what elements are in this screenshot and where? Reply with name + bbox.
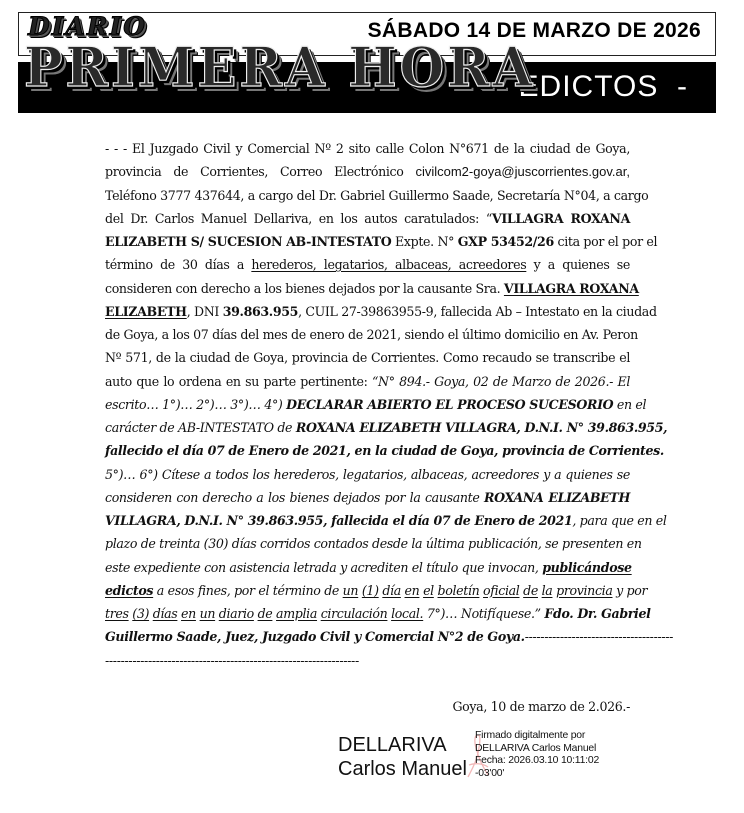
edict-line: Nº 571, de la ciudad de Goya, provincia de Corrientes. Como recaudo se transcribe el: [105, 350, 630, 366]
edict-line: escrito… 1°)… 2°)… 3°)… 4°) DECLARAR ABIERTO EL PROCESO SUCESORIO en el: [105, 396, 647, 412]
edict-line: edictos a esos fines, por el término de un (1) día en el boletín oficial de la provincia y por: [105, 582, 648, 598]
edict-line: plazo de treinta (30) días corridos contados desde la última publicación, se presenten en: [105, 536, 642, 552]
edict-line: término de 30 días a herederos, legatarios, albaceas, acreedores y a quienes se: [105, 257, 631, 273]
edict-line: -----------------------------------------------------------------: [105, 652, 359, 668]
edict-line: Teléfono 3777 437644, a cargo del Dr. Gabriel Guillermo Saade, Secretaría N°04, a cargo: [105, 187, 649, 203]
signature-details: Firmado digitalmente por DELLARIVA Carlos Manuel Fecha: 2026.03.10 10:11:02 -03'00': [475, 730, 600, 779]
edict-line: este expediente con asistencia letrada y acrediten el título que invocan, publicándose: [105, 559, 632, 575]
digital-signature: [338, 730, 600, 781]
edict-line: consideren con derecho a los bienes dejados por la causante ROXANA ELIZABETH: [105, 489, 630, 505]
section-title: - EDICTOS -: [479, 70, 688, 103]
signer-name-line2: Carlos Manuel: [338, 758, 467, 780]
edition-date: SÁBADO 14 DE MARZO DE 2026: [367, 19, 701, 42]
edict-line: fallecido el día 07 de Enero de 2021, en la ciudad de Goya, provincia de Corrientes.: [105, 443, 664, 459]
closing-date: Goya, 10 de marzo de 2.026.-: [452, 699, 630, 714]
brand-logo-primera-hora: PRIMERA HORA: [24, 35, 536, 99]
edict-line: VILLAGRA, D.N.I. N° 39.863.955, fallecida el día 07 de Enero de 2021, para que en el: [105, 513, 667, 528]
dni-number: 39.863.955: [222, 303, 299, 319]
masthead: [18, 12, 716, 113]
edict-line: Guillermo Saade, Juez, Juzgado Civil y Comercial N°2 de Goya.--------------------------------------: [105, 629, 674, 645]
edict-line: tres (3) días en un diario de amplia circulación local. 7°)… Notifíquese.” Fdo. Dr. Gabriel: [105, 606, 651, 621]
edict-line: auto que lo ordena en su parte pertinente: “N° 894.- Goya, 02 de Marzo de 2026.- El: [105, 373, 630, 389]
edict-line: del Dr. Carlos Manuel Dellariva, en los autos caratulados: “VILLAGRA ROXANA: [105, 210, 630, 226]
edict-line: ELIZABETH, DNI 39.863.955, CUIL 27-39863955-9, fallecida Ab – Intestato en la ciudad: [105, 303, 657, 319]
edict-line: consideren con derecho a los bienes dejados por la causante Sra. VILLAGRA ROXANA: [105, 280, 639, 296]
edict-line: carácter de AB-INTESTATO de ROXANA ELIZABETH VILLAGRA, D.N.I. N° 39.863.955,: [105, 420, 668, 435]
edict-line: ELIZABETH S/ SUCESION AB-INTESTATO Expte. N° GXP 53452/26 cita por el por el: [105, 234, 658, 249]
signer-name-line1: DELLARIVA: [338, 734, 447, 756]
case-number: GXP 53452/26: [457, 234, 554, 249]
email-text: civilcom2-goya@juscorrientes.gov.ar,: [415, 164, 630, 180]
edict-line: 5°)… 6°) Cítese a todos los herederos, legatarios, albaceas, acreedores y a quienes se: [105, 466, 630, 482]
edict-line: - - - El Juzgado Civil y Comercial Nº 2 sito calle Colon N°671 de la ciudad de Goya,: [105, 141, 630, 156]
edict-body: [105, 137, 674, 718]
brand-logo-diario: DIARIO: [28, 12, 148, 41]
spacer: [105, 672, 630, 695]
edict-line: de Goya, a los 07 días del mes de enero de 2021, siendo el último domicilio en Av. Peron: [105, 327, 638, 342]
edict-line: provincia de Corrientes, Correo Electrónico civilcom2-goya@juscorrientes.gov.ar,: [105, 164, 630, 180]
